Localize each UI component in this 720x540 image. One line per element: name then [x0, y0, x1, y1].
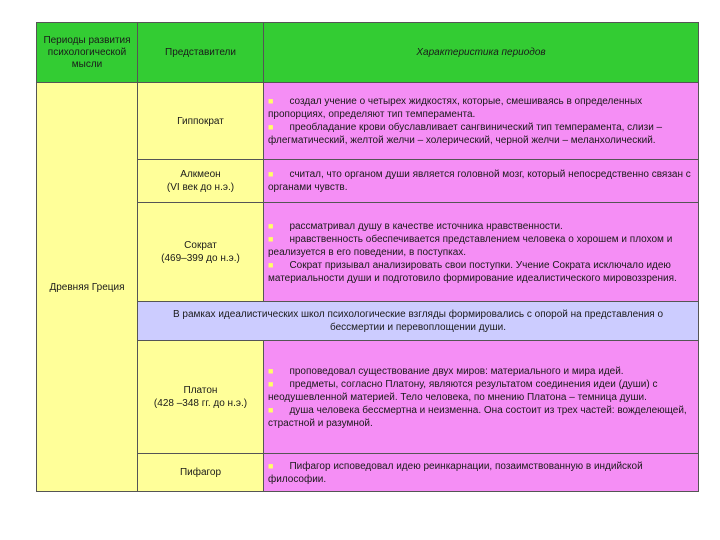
representative-hippocrates: [138, 83, 264, 160]
header-characteristics: Характеристика периодов: [264, 23, 699, 83]
description-socrates: [264, 203, 699, 302]
era-ancient-greece: Древняя Греция: [37, 83, 138, 492]
representative-dates: (469–399 до н.э.): [161, 253, 240, 264]
description-hippocrates: [264, 83, 699, 160]
bullet-icon: ■: [268, 365, 274, 376]
representative-socrates: [138, 203, 264, 302]
representative-name: Пифагор: [179, 467, 222, 478]
representative-name: Платон: [183, 385, 218, 396]
representative-name: Алкмеон: [180, 169, 221, 180]
list-item: ■ предметы, согласно Платону, являются результатом соединения идеи (души) с неодушевленной материей. Тело человека, по мнению Платона – темница души.: [268, 378, 658, 403]
list-item: ■ проповедовал существование двух миров: материального и мира идей.: [268, 365, 624, 377]
representative-dates: (VI век до н.э.): [166, 182, 235, 193]
header-periods: Периоды развития психологической мысли: [37, 23, 138, 83]
table-row: [37, 83, 699, 160]
bullet-icon: ■: [268, 220, 274, 231]
header-representatives: Представители: [138, 23, 264, 83]
description-alcmaeon: [264, 160, 699, 203]
description-plato: [264, 341, 699, 454]
bullet-icon: ■: [268, 259, 274, 270]
bullet-icon: ■: [268, 96, 274, 106]
bullet-icon: ■: [268, 169, 274, 179]
bullet-icon: ■: [268, 460, 274, 471]
representative-name: Сократ: [184, 240, 217, 251]
bullet-icon: ■: [268, 233, 274, 244]
list-item: ■ преобладание крови обуславливает сангвинический тип темперамента, слизи – флегматический, желтой желчи – холерический, черной желчи – меланхолический.: [268, 122, 663, 146]
idealist-schools-note: В рамках идеалистических школ психологические взгляды формировались с опорой на представления о бессмертии и перевоплощении души.: [138, 302, 699, 341]
header-row: [37, 23, 699, 83]
list-item: ■ считал, что органом души является головной мозг, который непосредственно связан с органами чувств.: [268, 169, 691, 193]
description-pythagoras: [264, 454, 699, 492]
representative-pythagoras: [138, 454, 264, 492]
representative-alcmaeon: [138, 160, 264, 203]
bullet-icon: ■: [268, 122, 274, 132]
list-item: ■ Сократ призывал анализировать свои поступки. Учение Сократа исключало идею материальности души и подготовило формирование идеалистического мировоззрения.: [268, 259, 677, 284]
list-item: ■ душа человека бессмертна и неизменна. Она состоит из трех частей: вожделеющей, страстной и разумной.: [268, 404, 687, 429]
representative-name: Гиппократ: [177, 115, 224, 127]
list-item: ■ Пифагор исповедовал идею реинкарнации, позаимствованную в индийской философии.: [268, 460, 643, 485]
list-item: ■ создал учение о четырех жидкостях, которые, смешиваясь в определенных пропорциях, определяют тип темперамента.: [268, 96, 643, 120]
list-item: ■ рассматривал душу в качестве источника нравственности.: [268, 220, 563, 232]
representative-plato: [138, 341, 264, 454]
list-item: ■ нравственность обеспечивается представлением человека о хорошем и плохом и реализуется в его поведении, в поступках.: [268, 233, 673, 258]
representative-dates: (428 –348 гг. до н.э.): [153, 398, 248, 409]
periods-table: [36, 22, 699, 492]
bullet-icon: ■: [268, 378, 274, 389]
bullet-icon: ■: [268, 404, 274, 415]
